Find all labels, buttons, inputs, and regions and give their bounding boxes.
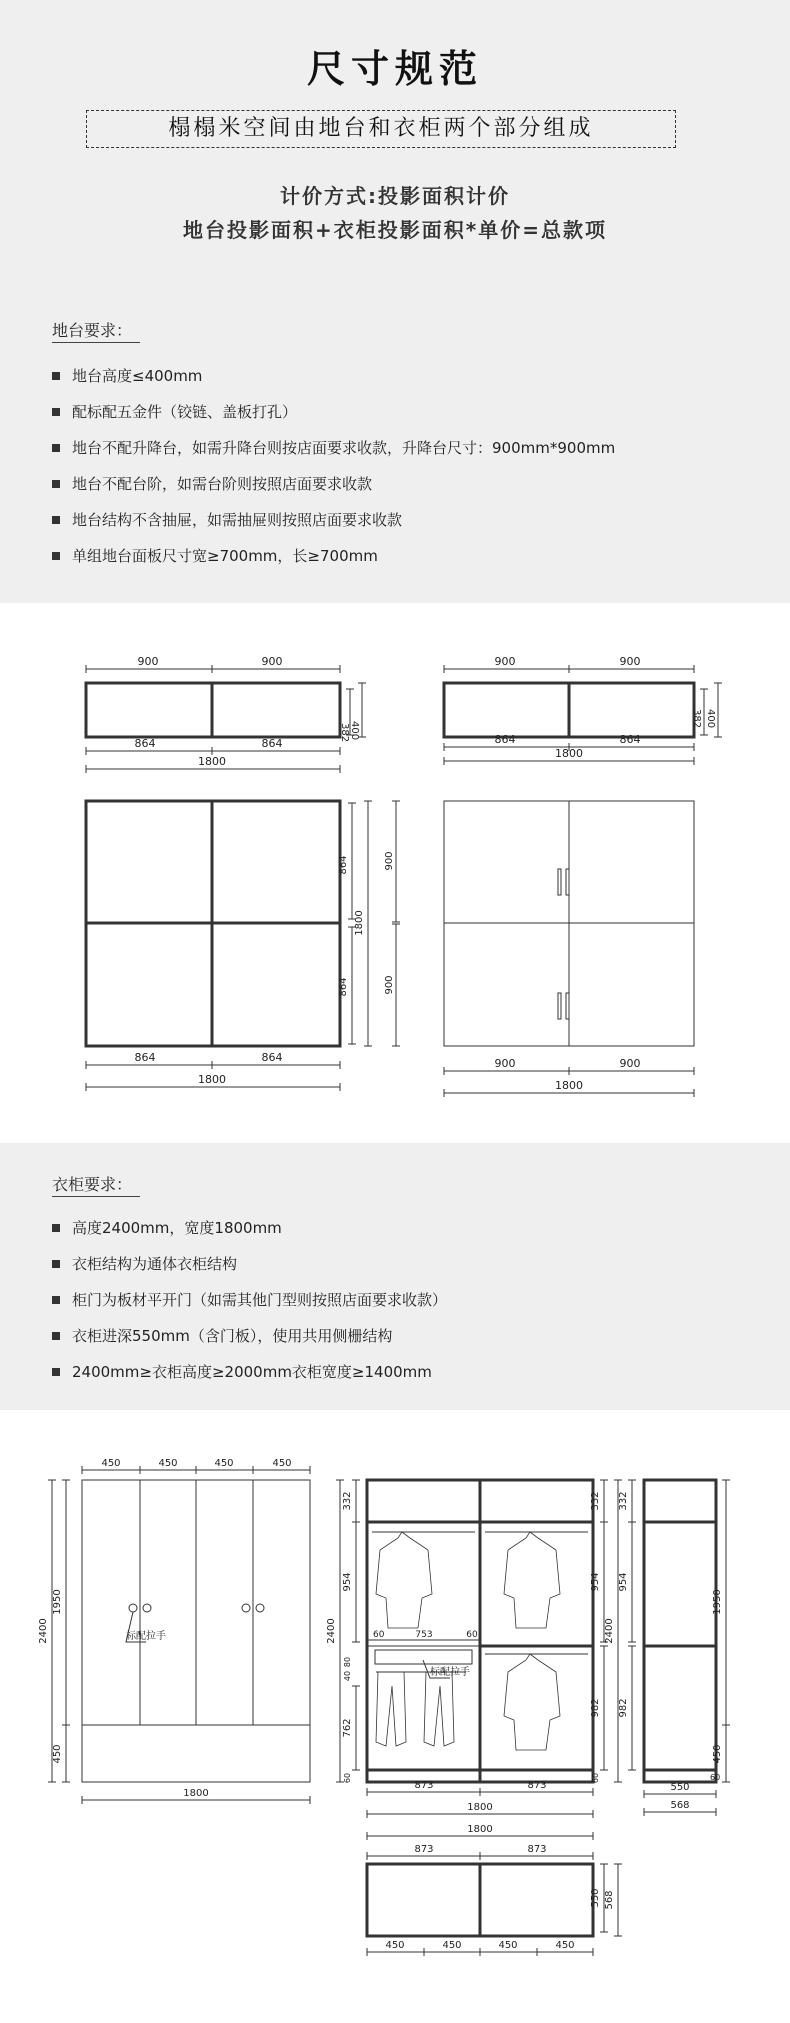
platform-req-item: 地台高度≤400mm: [52, 358, 615, 394]
wardrobe-interior-view: [326, 1480, 622, 1818]
wardrobe-req-item: 衣柜结构为通体衣柜结构: [52, 1246, 447, 1282]
platform-req-item: 地台结构不含抽屉，如需抽屉则按照店面要求收款: [52, 502, 615, 538]
dim-label: 2400: [604, 1618, 615, 1644]
dim-label: 864: [261, 737, 283, 750]
dim-label: 450: [158, 1458, 178, 1469]
pricing-method: 计价方式:投影面积计价: [280, 184, 510, 208]
dim-label: 1800: [555, 1079, 583, 1092]
dim-label: 450: [498, 1940, 518, 1951]
platform-req-item: 地台不配台阶，如需台阶则按照店面要求收款: [52, 466, 615, 502]
dim-label: 900: [494, 1057, 516, 1070]
dim-label: 450: [272, 1458, 292, 1469]
dim-label: 332: [590, 1491, 601, 1511]
dim-label: 80: [343, 1656, 352, 1668]
platform-req-item: 地台不配升降台，如需升降台则按店面要求收款，升降台尺寸：900mm*900mm: [52, 430, 615, 466]
dim-label: 864: [619, 733, 641, 746]
dim-label: 450: [52, 1744, 63, 1764]
dim-label: 60: [591, 1772, 600, 1784]
coat-icon: [504, 1654, 560, 1750]
dim-label: 1800: [354, 910, 365, 936]
wardrobe-req-item: 高度2400mm，宽度1800mm: [52, 1210, 447, 1246]
dim-label: 450: [555, 1940, 575, 1951]
dim-label: 450: [214, 1458, 234, 1469]
coat-icon: [504, 1532, 560, 1628]
wardrobe-req-item: 柜门为板材平开门（如需其他门型则按照店面要求收款）: [52, 1282, 447, 1318]
dim-label: 332: [618, 1491, 629, 1511]
dim-label: 450: [712, 1744, 723, 1764]
dim-label: 900: [384, 975, 395, 995]
wardrobe-front-view: [38, 1458, 310, 1804]
dim-label: 400: [705, 709, 716, 729]
dim-label: 753: [415, 1630, 433, 1640]
dim-label: 864: [338, 855, 349, 875]
dim-label: 400: [349, 721, 360, 741]
dim-label: 1800: [467, 1824, 493, 1835]
dim-label: 900: [384, 851, 395, 871]
platform-elevation-left: [86, 655, 366, 773]
dim-label: 1800: [183, 1788, 209, 1799]
dim-label: 2400: [326, 1618, 337, 1644]
pricing-formula: 地台投影面积+衣柜投影面积*单价=总款项: [183, 218, 607, 242]
wardrobe-req-item: 衣柜进深550mm（含门板），使用共用侧栅结构: [52, 1318, 447, 1354]
dim-label: 550: [670, 1782, 690, 1793]
platform-req-item: 单组地台面板尺寸宽≥700mm，长≥700mm: [52, 538, 615, 574]
platform-plan-left: [86, 801, 372, 1091]
platform-elevation-right: [444, 655, 722, 765]
platform-heading-underline: [52, 342, 140, 343]
dim-label: 864: [261, 1051, 283, 1064]
wardrobe-plan-view: [367, 1824, 622, 1956]
dim-label: 900: [137, 655, 159, 668]
dim-label: 954: [590, 1572, 601, 1592]
platform-plan-right: [384, 801, 694, 1097]
platform-heading: 地台要求：: [52, 321, 133, 340]
wardrobe-heading: 衣柜要求：: [52, 1175, 133, 1194]
dim-label: 900: [494, 655, 516, 668]
coat-icon: [376, 1532, 432, 1628]
dim-label: 982: [590, 1698, 601, 1718]
wardrobe-side-view: [618, 1480, 730, 1816]
dim-label: 60: [343, 1772, 352, 1784]
dim-label: 450: [101, 1458, 121, 1469]
dim-label: 40: [343, 1670, 352, 1682]
dim-label: 873: [527, 1780, 547, 1791]
wardrobe-heading-underline: [52, 1196, 140, 1197]
dim-label: 568: [670, 1800, 690, 1811]
dim-label: 873: [414, 1780, 434, 1791]
platform-req-item: 配标配五金件（铰链、盖板打孔）: [52, 394, 615, 430]
dim-label: 60: [466, 1630, 478, 1640]
page-title: 尺寸规范: [306, 47, 483, 91]
handle-note: 标配拉手: [430, 1667, 470, 1678]
dim-label: 954: [618, 1572, 629, 1592]
dim-label: 873: [414, 1844, 434, 1855]
dim-label: 332: [342, 1491, 353, 1511]
wardrobe-req-item: 2400mm≥衣柜高度≥2000mm衣柜宽度≥1400mm: [52, 1354, 447, 1390]
dim-label: 954: [342, 1572, 353, 1592]
wardrobe-diagram: [0, 1410, 790, 2023]
dim-label: 450: [442, 1940, 462, 1951]
trousers-icon: [424, 1672, 454, 1746]
wardrobe-requirements: [52, 1210, 447, 1390]
dim-label: 1800: [467, 1802, 493, 1813]
dim-label: 900: [619, 1057, 641, 1070]
dim-label: 1800: [555, 747, 583, 760]
subtitle-box: 榻榻米空间由地台和衣柜两个部分组成: [86, 110, 676, 148]
platform-requirements: [52, 358, 615, 574]
dim-label: 762: [342, 1718, 353, 1738]
dim-label: 60: [710, 1773, 721, 1782]
dim-label: 873: [527, 1844, 547, 1855]
dim-label: 900: [261, 655, 283, 668]
dim-label: 550: [590, 1888, 601, 1908]
dim-label: 382: [339, 723, 350, 743]
dim-label: 1800: [198, 755, 226, 768]
dim-label: 1950: [712, 1589, 723, 1615]
trousers-icon: [376, 1672, 406, 1746]
dim-label: 982: [618, 1698, 629, 1718]
dim-label: 382: [691, 709, 702, 729]
dim-label: 864: [134, 737, 156, 750]
dim-label: 864: [338, 977, 349, 997]
handle-note: 标配拉手: [126, 1631, 166, 1642]
dim-label: 568: [604, 1890, 615, 1910]
dim-label: 450: [385, 1940, 405, 1951]
dim-label: 1950: [52, 1589, 63, 1615]
dim-label: 1800: [198, 1073, 226, 1086]
dim-label: 2400: [38, 1618, 49, 1644]
platform-diagram: [0, 603, 790, 1143]
dim-label: 60: [373, 1630, 385, 1640]
dim-label: 900: [619, 655, 641, 668]
dim-label: 864: [134, 1051, 156, 1064]
dim-label: 864: [494, 733, 516, 746]
